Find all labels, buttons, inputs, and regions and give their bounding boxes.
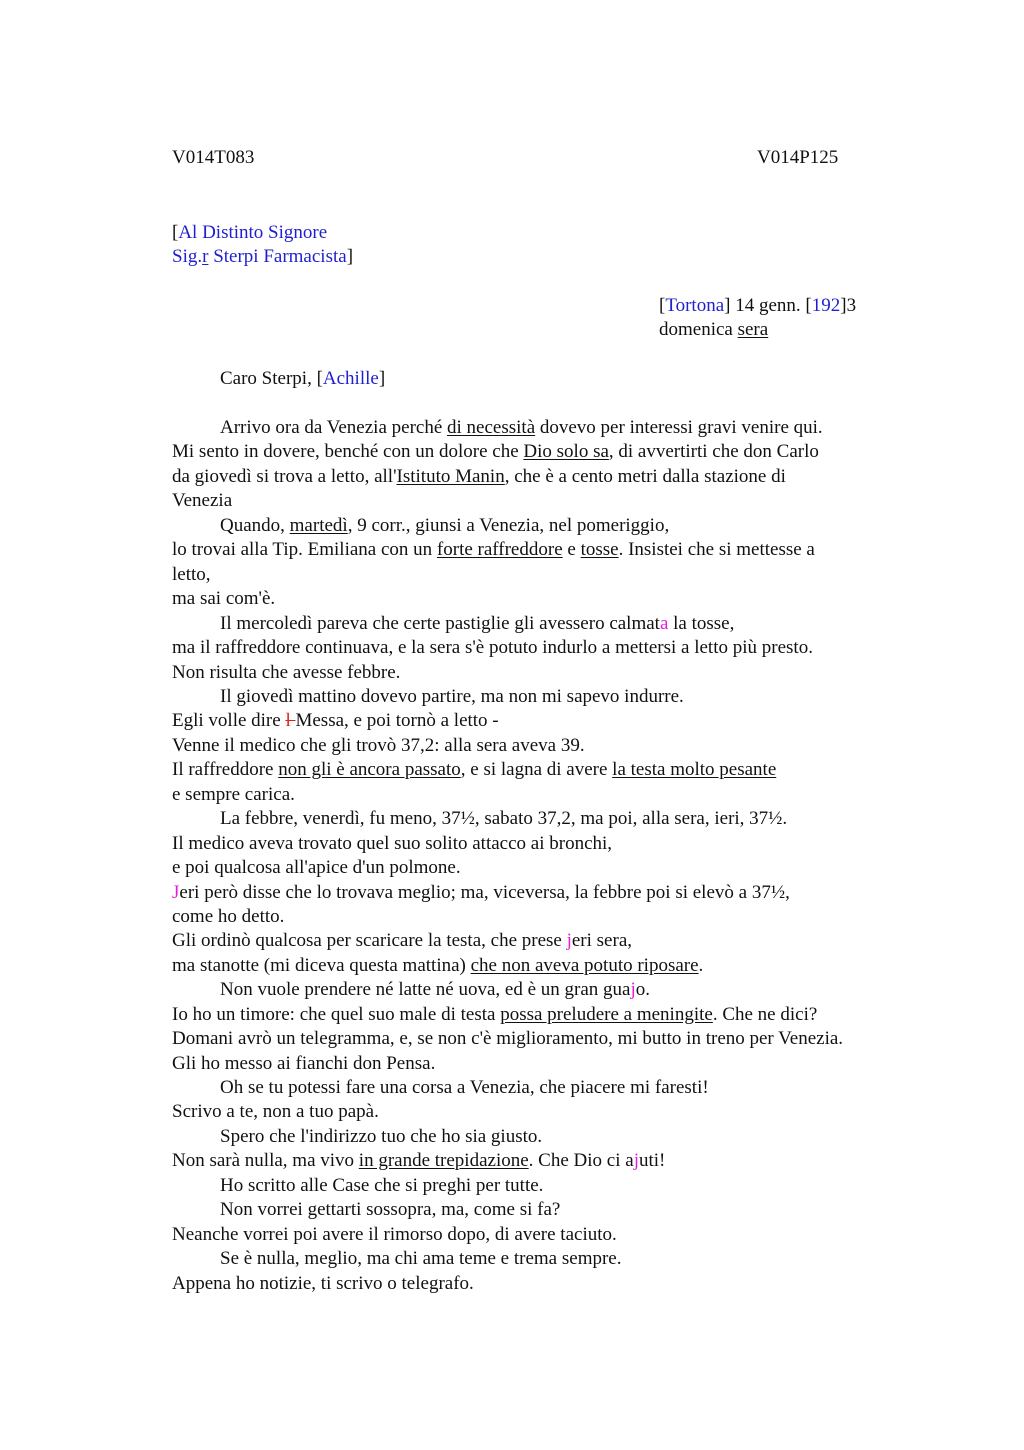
dateline-date: [Tortona] 14 genn. [192]3 [659, 295, 857, 316]
body-line: Non vorrei gettarti sossopra, ma, come si fa? [220, 1199, 561, 1220]
document-code-right: V014P125 [757, 147, 839, 168]
body-line: Spero che l'indirizzo tuo che ho sia giusto. [220, 1126, 543, 1147]
body-line: Il medico aveva trovato quel suo solito attacco ai bronchi, [172, 833, 613, 854]
body-line: Neanche vorrei poi avere il rimorso dopo, di avere taciuto. [172, 1224, 617, 1245]
body-line: Gli ho messo ai fianchi don Pensa. [172, 1053, 436, 1074]
body-line: Il giovedì mattino dovevo partire, ma non mi sapevo indurre. [220, 686, 684, 707]
body-line: La febbre, venerdì, fu meno, 37½, sabato 37,2, ma poi, alla sera, ieri, 37½. [220, 808, 788, 829]
body-line: e poi qualcosa all'apice d'un polmone. [172, 857, 461, 878]
body-line: Arrivo ora da Venezia perché di necessità dovevo per interessi gravi venire qui. [220, 417, 823, 438]
address-line-1: [Al Distinto Signore [172, 222, 328, 243]
body-line: Domani avrò un telegramma, e, se non c'è miglioramento, mi butto in treno per Venezia. [172, 1028, 844, 1049]
body-line: Io ho un timore: che quel suo male di testa possa preludere a meningite. Che ne dici? [172, 1004, 818, 1025]
address-line-2: Sig.r Sterpi Farmacista] [172, 246, 354, 267]
body-line: letto, [172, 564, 211, 585]
body-line: Oh se tu potessi fare una corsa a Venezia, che piacere mi faresti! [220, 1077, 709, 1098]
body-line: e sempre carica. [172, 784, 295, 805]
document-code-left: V014T083 [172, 147, 255, 168]
body-line: Jeri però disse che lo trovava meglio; ma, viceversa, la febbre poi si elevò a 37½, [172, 882, 790, 903]
body-line: Quando, martedì, 9 corr., giunsi a Venezia, nel pomeriggio, [220, 515, 670, 536]
body-line: come ho detto. [172, 906, 285, 927]
body-line: lo trovai alla Tip. Emiliana con un forte raffreddore e tosse. Insistei che si mettesse a [172, 539, 815, 560]
body-line: Venezia [172, 490, 233, 511]
body-line: Il mercoledì pareva che certe pastiglie gli avessero calmata la tosse, [220, 613, 735, 634]
body-line: Mi sento in dovere, benché con un dolore che Dio solo sa, di avvertirti che don Carlo [172, 441, 819, 462]
body-line: Venne il medico che gli trovò 37,2: alla sera aveva 39. [172, 735, 585, 756]
body-line: Il raffreddore non gli è ancora passato, e si lagna di avere la testa molto pesante [172, 759, 777, 780]
salutation: Caro Sterpi, [Achille] [220, 368, 386, 389]
body-line: Non risulta che avesse febbre. [172, 662, 401, 683]
body-line: ma il raffreddore continuava, e la sera s'è potuto indurlo a mettersi a letto più presto. [172, 637, 813, 658]
body-line: da giovedì si trova a letto, all'Istituto Manin, che è a cento metri dalla stazione di [172, 466, 786, 487]
dateline-day: domenica sera [659, 319, 769, 340]
body-line: ma stanotte (mi diceva questa mattina) che non aveva potuto riposare. [172, 955, 704, 976]
body-line: Ho scritto alle Case che si preghi per tutte. [220, 1175, 544, 1196]
body-line: Non vuole prendere né latte né uova, ed è un gran guajo. [220, 979, 650, 1000]
body-line: Se è nulla, meglio, ma chi ama teme e trema sempre. [220, 1248, 622, 1269]
body-line: ma sai com'è. [172, 588, 276, 609]
body-line: Gli ordinò qualcosa per scaricare la testa, che prese jeri sera, [172, 930, 633, 951]
body-line: Appena ho notizie, ti scrivo o telegrafo. [172, 1273, 474, 1294]
body-line: Scrivo a te, non a tuo papà. [172, 1101, 379, 1122]
body-line: Egli volle dire l Messa, e poi tornò a letto - [172, 710, 499, 731]
body-line: Non sarà nulla, ma vivo in grande trepidazione. Che Dio ci ajuti! [172, 1150, 666, 1171]
